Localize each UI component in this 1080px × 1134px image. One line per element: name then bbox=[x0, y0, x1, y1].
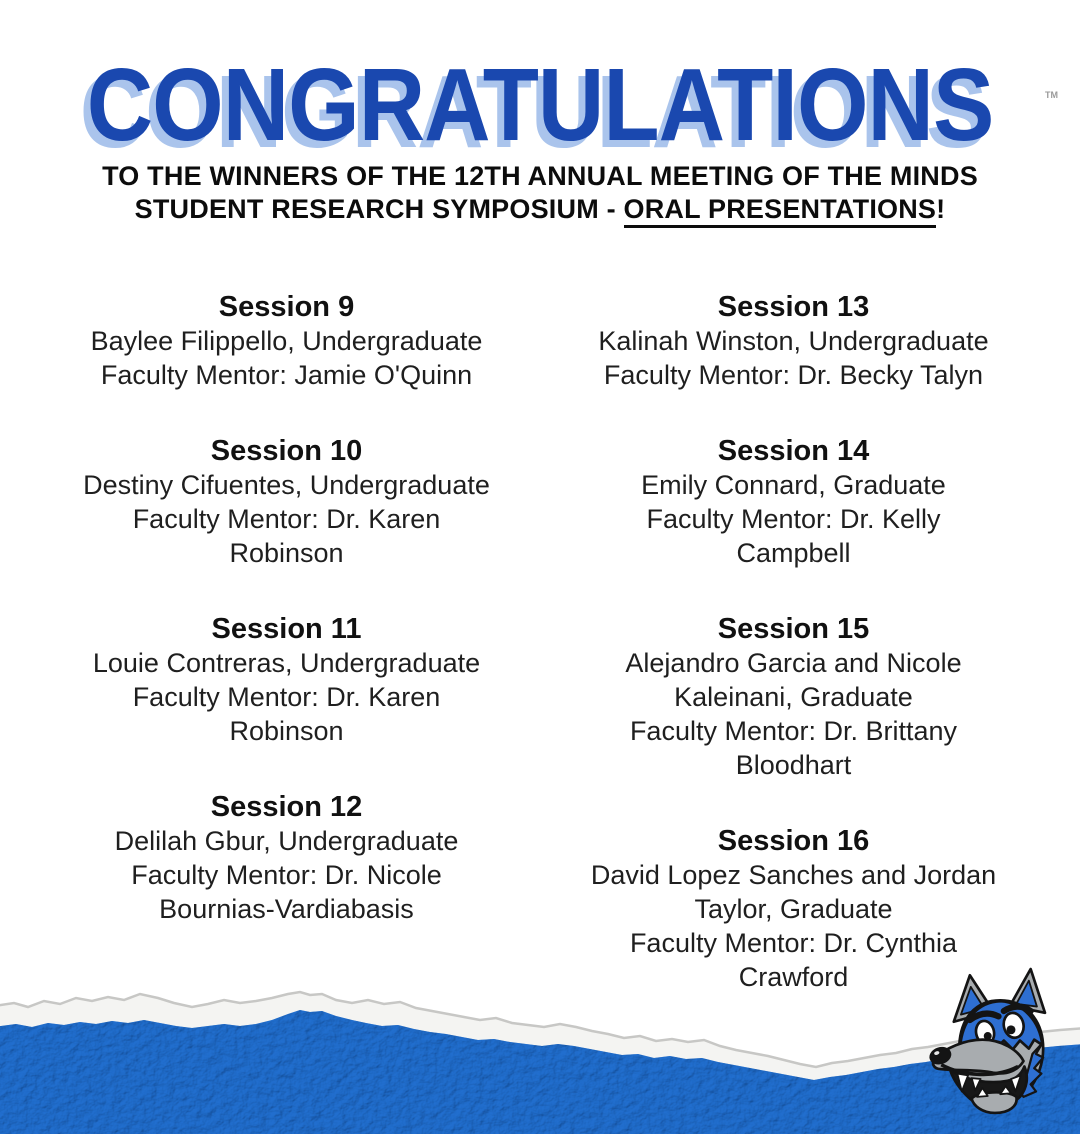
session-winner: Emily Connard, Graduate bbox=[641, 470, 946, 500]
session-mentor: Faculty Mentor: Dr. Kelly bbox=[646, 504, 941, 534]
coyote-mascot-icon bbox=[918, 960, 1070, 1130]
session-title: Session 12 bbox=[210, 791, 363, 823]
session-mentor: Faculty Mentor: Dr. Brittany bbox=[629, 716, 958, 746]
session-mentor-cont: Bloodhart bbox=[735, 750, 852, 780]
session-title: Session 16 bbox=[717, 825, 870, 857]
session-mentor: Faculty Mentor: Jamie O'Quinn bbox=[100, 360, 473, 390]
subtitle-line-1: TO THE WINNERS OF THE 12TH ANNUAL MEETING OF THE MINDS bbox=[102, 161, 978, 191]
session-winner: Destiny Cifuentes, Undergraduate bbox=[83, 470, 490, 500]
session-15-block bbox=[547, 612, 1040, 782]
session-title: Session 13 bbox=[717, 291, 870, 323]
session-mentor-cont: Crawford bbox=[738, 962, 849, 992]
session-11-block bbox=[40, 612, 533, 748]
session-winners: Alejandro Garcia and Nicole bbox=[625, 648, 962, 678]
subtitle-line-2-suffix: ! bbox=[936, 194, 946, 224]
session-mentor: Faculty Mentor: Dr. Karen bbox=[132, 504, 441, 534]
left-column bbox=[40, 290, 533, 1036]
page-title: CONGRATULATIONS bbox=[86, 48, 994, 163]
session-13-block bbox=[547, 290, 1040, 392]
session-12-block bbox=[40, 790, 533, 926]
session-mentor: Faculty Mentor: Dr. Nicole bbox=[131, 860, 442, 890]
session-title: Session 11 bbox=[211, 613, 362, 645]
session-winners-cont: Taylor, Graduate bbox=[694, 894, 893, 924]
session-9-block bbox=[40, 290, 533, 392]
coyote-mascot-logo bbox=[918, 960, 1070, 1130]
session-14-block bbox=[547, 434, 1040, 570]
session-winners: David Lopez Sanches and Jordan bbox=[590, 860, 997, 890]
session-winner: Delilah Gbur, Undergraduate bbox=[114, 826, 459, 856]
subtitle-line-2 bbox=[0, 193, 1080, 226]
session-winners-cont: Kaleinani, Graduate bbox=[674, 682, 913, 712]
coyote-right-pupil bbox=[1007, 1025, 1016, 1034]
session-winner: Kalinah Winston, Undergraduate bbox=[598, 326, 989, 356]
sessions-columns bbox=[40, 290, 1040, 1036]
session-mentor-cont: Robinson bbox=[229, 538, 344, 568]
session-title: Session 14 bbox=[717, 435, 870, 467]
session-mentor: Faculty Mentor: Dr. Becky Talyn bbox=[603, 360, 984, 390]
session-winner: Louie Contreras, Undergraduate bbox=[92, 648, 481, 678]
session-mentor: Faculty Mentor: Dr. Cynthia bbox=[629, 928, 958, 958]
session-mentor-cont: Robinson bbox=[229, 716, 344, 746]
subtitle bbox=[0, 160, 1080, 226]
session-title: Session 9 bbox=[218, 291, 355, 323]
subtitle-line-2-prefix: STUDENT RESEARCH SYMPOSIUM - bbox=[134, 194, 624, 224]
trademark-symbol: TM bbox=[1045, 90, 1058, 100]
session-title: Session 15 bbox=[717, 613, 870, 645]
session-title: Session 10 bbox=[210, 435, 363, 467]
session-mentor-cont: Campbell bbox=[736, 538, 851, 568]
session-10-block bbox=[40, 434, 533, 570]
subtitle-underlined-text: ORAL PRESENTATIONS bbox=[624, 194, 937, 228]
session-mentor: Faculty Mentor: Dr. Karen bbox=[132, 682, 441, 712]
session-mentor-cont: Bournias-Vardiabasis bbox=[159, 894, 414, 924]
session-winner: Baylee Filippello, Undergraduate bbox=[90, 326, 483, 356]
right-column bbox=[547, 290, 1040, 1036]
